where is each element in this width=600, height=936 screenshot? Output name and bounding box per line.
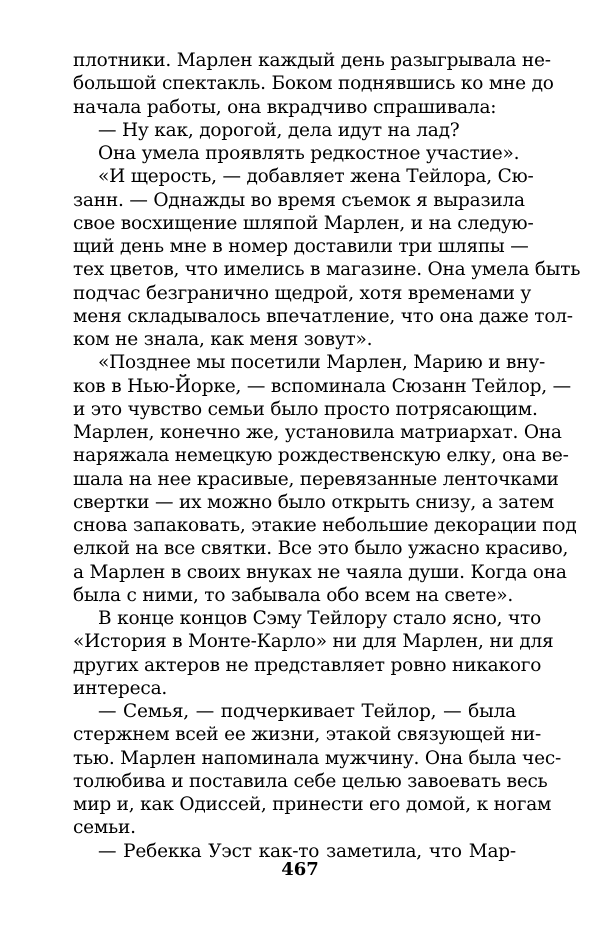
- page-number: 467: [281, 859, 319, 880]
- text-line: щий день мне в номер доставили три шляпы —: [73, 236, 529, 257]
- text-line: интереса.: [73, 677, 168, 699]
- text-line: шала на нее красивые, перевязанные ленточками: [73, 468, 559, 490]
- text-line: снова запаковать, этакие небольшие декорации под: [73, 515, 577, 536]
- text-line: мир и, как Одиссей, принести его домой, к ногам: [73, 794, 552, 815]
- text-line: свое восхищение шляпой Марлен, и на следую-: [73, 212, 534, 234]
- text-line: В конце концов Сэму Тейлору стало ясно, что: [98, 608, 542, 629]
- text-line: меня складывалось впечатление, что она даже тол-: [73, 305, 573, 327]
- text-line: Марлен, конечно же, установила матриархат. Она: [73, 422, 562, 443]
- text-line: «История в Монте-Карло» ни для Марлен, ни для: [73, 631, 554, 653]
- text-line: «И щерость, — добавляет жена Тейлора, Сю-: [98, 166, 534, 188]
- text-line: тех цветов, что имелись в магазине. Она умела быть: [73, 259, 581, 281]
- text-line: елкой на все святки. Все это было ужасно красиво,: [73, 538, 569, 560]
- text-line: и это чувство семьи было просто потрясающим.: [73, 398, 538, 420]
- text-line: ком не знала, как меня зовут».: [73, 329, 373, 350]
- text-line: большой спектакль. Боком поднявшись ко мне до: [73, 73, 554, 95]
- text-line: была с ними, то забывала обо всем на свете».: [73, 584, 514, 606]
- text-line: начала работы, она вкрадчиво спрашивала:: [73, 96, 497, 118]
- text-line: наряжала немецкую рождественскую елку, она ве-: [73, 445, 569, 467]
- text-line: занн. — Однажды во время съемок я выразила: [73, 189, 525, 211]
- text-line: тью. Марлен напоминала мужчину. Она была чес-: [73, 747, 562, 769]
- text-line: стержнем всей ее жизни, этакой связующей ни-: [73, 724, 542, 746]
- text-line: толюбива и поставила себе целью завоевать весь: [73, 770, 548, 792]
- text-line: свертки — их можно было открыть снизу, а затем: [73, 491, 554, 513]
- text-line: подчас безгранично щедрой, хотя временами у: [73, 282, 532, 304]
- body-text: [73, 49, 581, 863]
- text-line: «Позднее мы посетили Марлен, Марию и вну-: [98, 352, 546, 374]
- text-line: — Семья, — подчеркивает Тейлор, — была: [98, 701, 516, 722]
- text-line: Она умела проявлять редкостное участие».: [98, 143, 520, 164]
- text-line: ков в Нью-Йорке, — вспоминала Сюзанн Тейлор, —: [73, 375, 571, 397]
- text-line: плотники. Марлен каждый день разыгрывала не-: [73, 50, 551, 71]
- text-line: других актеров не представляет ровно никакого: [73, 654, 542, 676]
- text-line: семьи.: [73, 817, 136, 839]
- text-line: — Ребекка Уэст как-то заметила, что Мар-: [98, 840, 516, 862]
- text-line: — Ну как, дорогой, дела идут на лад?: [98, 119, 460, 141]
- text-line: а Марлен в своих внуках не чаяла души. Когда она: [73, 561, 567, 583]
